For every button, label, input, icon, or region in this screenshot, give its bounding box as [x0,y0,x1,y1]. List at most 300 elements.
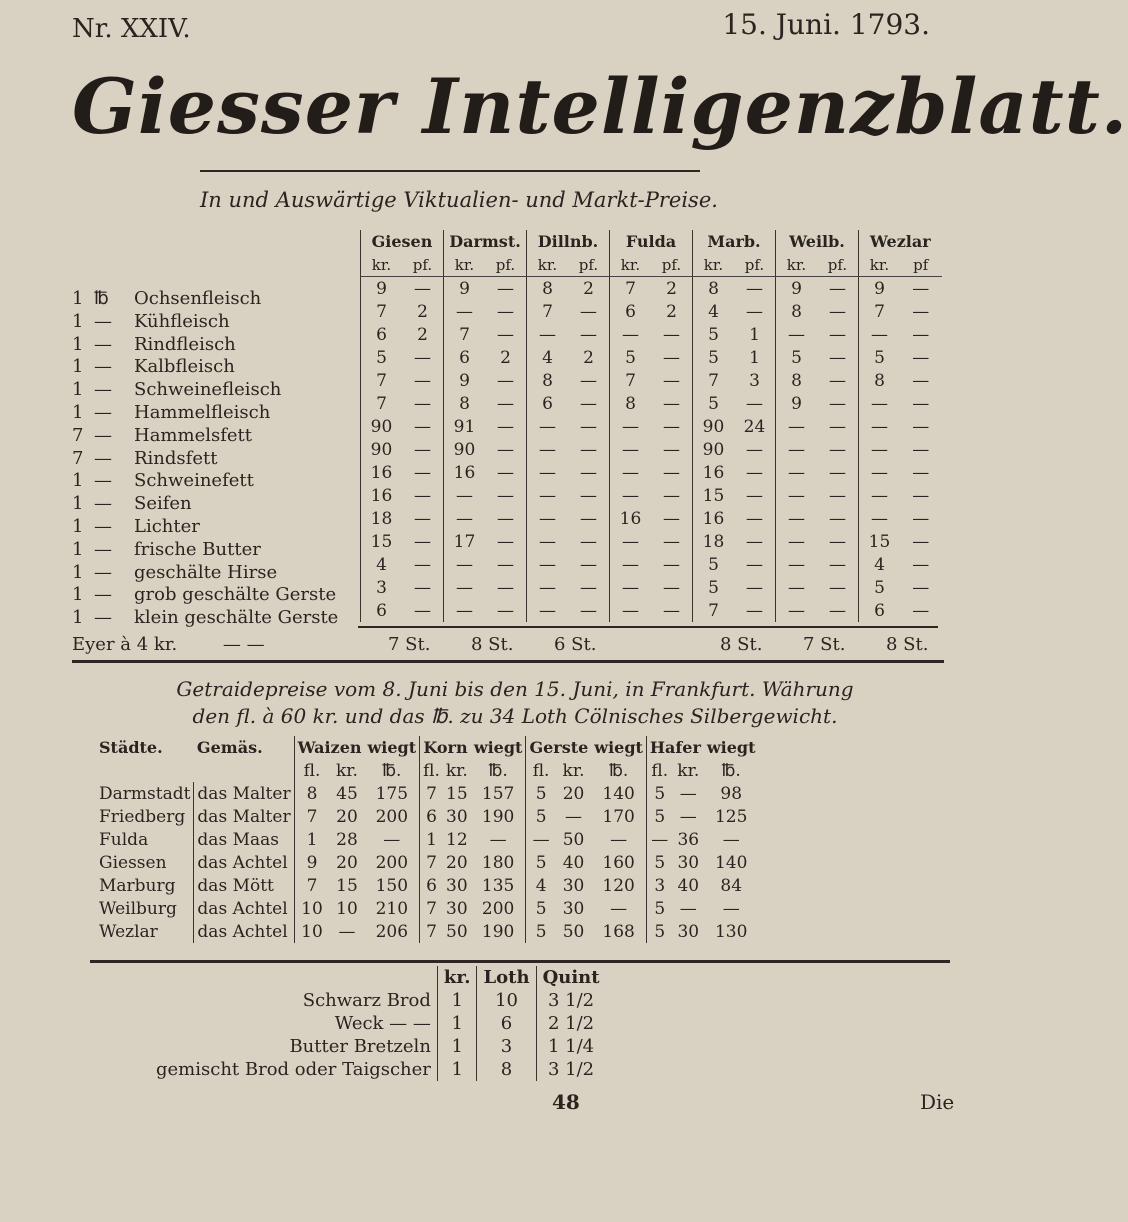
grain-value: 140 [714,852,748,873]
grain-value: 30 [446,875,468,896]
price-cell: 2 [583,347,594,368]
grain-value: — [610,898,628,919]
grain-unit: fl. [294,759,329,782]
item-name: Seifen [134,493,192,515]
price-cell: — [912,301,930,322]
price-cell: — [414,439,431,460]
grain-value: 20 [562,783,585,804]
bread-quint: 3 1/2 [536,989,606,1012]
item-unit: ℔ [94,288,109,309]
price-cell: — [746,462,763,483]
price-cell: — [580,600,597,621]
price-cell: — [414,370,431,391]
price-cell: 9 [444,369,486,392]
bread-header: Loth [477,966,536,989]
item-unit: — [94,379,112,401]
market-row [361,323,942,346]
grain-value: 200 [375,852,409,873]
price-cell: — [580,531,597,552]
bread-row [150,1012,606,1035]
price-cell: — [776,323,818,346]
price-cell: 2 [417,301,428,322]
price-cell: — [527,415,569,438]
price-cell: — [859,507,901,530]
price-cell: 3 [361,576,403,599]
item-unit: — [94,561,112,583]
price-cell: 6 [444,346,486,369]
grain-value: — [722,898,740,919]
unit-pf: pf. [568,253,610,277]
price-cell: 90 [361,438,403,461]
grain-unit: ℔. [721,760,741,781]
grain-value: 30 [446,898,468,919]
item-name: Schweinefleisch [134,379,282,401]
market-item [72,288,338,311]
item-unit: — [94,607,112,629]
price-cell: — [776,484,818,507]
grain-city: Wezlar [99,921,158,942]
price-cell: — [829,347,846,368]
grain-value: 120 [602,875,635,896]
grain-value: — [679,898,697,919]
grain-unit-blank [194,759,294,782]
price-cell: 16 [693,461,735,484]
item-name: Hammelfleisch [134,401,271,423]
grain-value: 10 [294,897,329,920]
masthead-title: Giesser Intelligenzblatt. [72,62,1128,151]
title-rule [200,170,700,172]
page-number: 48 [552,1090,580,1114]
price-cell: 5 [693,553,735,576]
item-qty: 1 [72,310,84,332]
unit-pf: pf. [485,253,527,277]
price-cell: — [776,530,818,553]
price-cell: 90 [693,415,735,438]
unit-kr: kr. [859,253,901,277]
grain-value: 3 [646,874,672,897]
unit-kr: kr. [610,253,652,277]
price-cell: — [776,576,818,599]
price-cell: 16 [693,507,735,530]
price-cell: — [497,416,514,437]
market-item [72,334,338,357]
grain-value: 7 [420,851,443,874]
grain-value: 5 [646,897,672,920]
item-unit: — [94,333,112,355]
price-cell: 8 [859,369,901,392]
price-cell: 7 [859,300,901,323]
grain-value: 20 [446,852,468,873]
bread-loth: 10 [477,989,536,1012]
grain-row [96,805,759,828]
grain-value: — [338,921,356,942]
price-cell: — [829,439,846,460]
town-header: Wezlar [859,230,942,253]
price-cell: — [580,393,597,414]
price-cell: — [527,461,569,484]
price-cell: — [746,508,763,529]
price-cell: 5 [693,392,735,415]
price-cell: 2 [666,278,677,299]
eggs-row [72,634,265,655]
item-name: Ochsenfleisch [134,288,262,309]
grain-value: 10 [336,898,358,919]
item-qty: 7 [72,424,84,446]
grain-value: 5 [646,920,672,943]
grain-value: 5 [526,920,556,943]
price-cell: — [527,553,569,576]
grain-value: 5 [526,851,556,874]
price-cell: 16 [361,484,403,507]
grain-value: — [526,828,556,851]
grain-city: Giessen [99,852,167,873]
market-item [72,539,338,562]
bread-loth: 6 [477,1012,536,1035]
price-cell: 24 [743,416,766,437]
price-cell: — [414,531,431,552]
price-cell: — [414,600,431,621]
market-row [361,346,942,369]
market-title: In und Auswärtige Viktualien- und Markt-Preise. [200,188,718,212]
price-cell: — [912,462,930,483]
grain-value: 6 [420,874,443,897]
town-header: Giesen [361,230,444,253]
price-cell: — [414,416,431,437]
grain-header: wiegt [473,738,523,757]
price-cell: — [829,393,846,414]
grain-value: 20 [336,852,358,873]
price-cell: — [746,301,763,322]
item-qty: 1 [72,333,84,355]
grain-measure: das Achtel [194,851,294,874]
item-unit: — [94,310,112,332]
price-cell: — [527,507,569,530]
price-cell: — [580,485,597,506]
grain-value: 7 [294,874,329,897]
price-cell: — [912,324,930,345]
egg-value: 6 St. [554,634,597,655]
price-cell: — [414,508,431,529]
price-cell: — [912,393,930,414]
price-cell: 90 [444,438,486,461]
market-item [72,562,338,585]
item-qty: 1 [72,493,84,515]
price-cell: — [580,554,597,575]
grain-value: 8 [294,782,329,805]
grain-value: 206 [375,921,409,942]
bread-quint: 3 1/2 [536,1058,606,1081]
grain-value: 45 [336,783,358,804]
price-cell: — [859,438,901,461]
price-cell: 2 [417,324,428,345]
egg-value: 8 St. [471,634,514,655]
price-cell: — [580,577,597,598]
price-cell: — [414,462,431,483]
price-cell: — [912,439,930,460]
grain-value: 5 [526,805,556,828]
grain-value: 168 [602,921,635,942]
item-name: Kalbfleisch [134,356,235,378]
market-item [72,379,338,402]
unit-pf: pf. [651,253,693,277]
grain-value: 130 [714,921,748,942]
price-cell: — [746,554,763,575]
market-row [361,484,942,507]
price-cell: — [746,278,763,299]
grain-measure: das Malter [194,782,294,805]
price-cell: — [497,485,514,506]
price-cell: 6 [610,300,652,323]
grain-value: 50 [562,829,585,850]
unit-pf: pf [900,253,942,277]
bread-row [150,1035,606,1058]
grain-value: 7 [420,897,443,920]
item-qty: 1 [72,379,84,401]
price-cell: — [497,301,514,322]
grain-value: — [383,829,401,850]
item-unit: — [94,424,112,446]
price-cell: 7 [610,369,652,392]
item-unit: — [94,538,112,560]
market-row [361,576,942,599]
price-cell: 5 [693,576,735,599]
price-cell: 5 [776,346,818,369]
price-cell: — [829,370,846,391]
grain-header: Waizen [294,736,364,759]
price-cell: 6 [527,392,569,415]
eggs-dash: — — [222,634,265,655]
price-cell: — [580,439,597,460]
grain-value: 30 [562,898,585,919]
grain-value: 175 [375,783,409,804]
price-cell: 16 [361,461,403,484]
price-cell: — [663,439,680,460]
price-cell: — [444,599,486,622]
price-cell: — [829,324,846,345]
price-cell: — [527,599,569,622]
price-cell: 4 [527,346,569,369]
market-item [72,311,338,334]
grain-city: Friedberg [99,806,186,827]
grain-value: 5 [526,897,556,920]
grain-value: 30 [677,852,700,873]
grain-value: 36 [677,829,700,850]
price-cell: 5 [361,346,403,369]
grain-value: 4 [526,874,556,897]
price-cell: 7 [361,392,403,415]
price-cell: — [663,531,680,552]
price-cell: — [527,530,569,553]
price-cell: — [444,553,486,576]
grain-measure: das Achtel [194,920,294,943]
unit-kr: kr. [776,253,818,277]
item-qty: 1 [72,538,84,560]
grain-value: — [722,829,740,850]
grain-value: 5 [526,782,556,805]
item-qty: 7 [72,447,84,469]
bread-kr: 1 [437,989,477,1012]
price-cell: 8 [527,369,569,392]
eggs-label: Eyer à 4 kr. [72,634,178,655]
price-cell: — [610,438,652,461]
price-cell: 15 [361,530,403,553]
price-cell: — [746,393,763,414]
price-cell: — [776,553,818,576]
price-cell: — [497,370,514,391]
price-cell: 9 [444,277,486,301]
grain-title [105,676,925,730]
grain-value: — [679,806,697,827]
grain-measure: das Malter [194,805,294,828]
price-cell: — [776,461,818,484]
grain-city: Weilburg [99,898,177,919]
grain-value: 50 [446,921,468,942]
grain-value: 190 [481,921,515,942]
bread-header: kr. [437,966,477,989]
grain-value: 210 [375,898,409,919]
price-cell: 5 [859,346,901,369]
grain-price-table [96,736,759,943]
grain-value: 6 [420,805,443,828]
grain-value: 30 [446,806,468,827]
grain-value: 84 [720,875,743,896]
unit-kr: kr. [444,253,486,277]
price-cell: — [663,508,680,529]
price-cell: — [912,554,930,575]
price-cell: — [859,484,901,507]
price-cell: 6 [361,323,403,346]
grain-city: Marburg [99,875,176,896]
price-cell: 16 [444,461,486,484]
price-cell: 7 [361,300,403,323]
price-cell: 4 [859,553,901,576]
price-cell: 5 [610,346,652,369]
bread-row [150,989,606,1012]
market-item [72,356,338,379]
price-cell: — [746,531,763,552]
price-cell: — [859,415,901,438]
grain-value: 12 [446,829,468,850]
market-row [361,507,942,530]
grain-header: Korn [420,736,471,759]
price-cell: 17 [444,530,486,553]
price-cell: 16 [610,507,652,530]
grain-unit: ℔. [382,760,402,781]
grain-value: 7 [294,805,329,828]
unit-pf: pf. [734,253,776,277]
price-cell: 6 [859,599,901,622]
price-cell: — [497,462,514,483]
price-cell: — [444,507,486,530]
grain-unit: kr. [335,760,358,781]
item-unit: — [94,493,112,515]
market-row [361,392,942,415]
price-cell: — [414,485,431,506]
price-cell: 7 [693,599,735,622]
price-cell: — [859,461,901,484]
grain-header: Hafer [646,736,703,759]
market-item [72,402,338,425]
grain-value: — [565,806,583,827]
price-cell: — [580,462,597,483]
item-name: Hammelsfett [134,424,252,446]
price-cell: — [444,300,486,323]
egg-value: 7 St. [388,634,431,655]
price-cell: — [610,461,652,484]
price-cell: — [580,416,597,437]
market-item [72,425,338,448]
price-cell: 9 [776,277,818,301]
grain-unit: fl. [420,759,443,782]
item-name: Schweinefett [134,470,254,492]
price-cell: — [663,462,680,483]
market-row [361,369,942,392]
price-cell: — [497,278,514,299]
grain-measure: das Achtel [194,897,294,920]
price-cell: — [829,577,846,598]
item-name: Rindfleisch [134,333,236,355]
grain-city: Darmstadt [99,783,191,804]
town-header: Fulda [610,230,693,253]
price-cell: — [610,484,652,507]
egg-value: 8 St. [886,634,929,655]
price-cell: 8 [527,277,569,301]
town-header: Darmst. [444,230,527,253]
egg-value: 8 St. [720,634,763,655]
price-cell: — [610,530,652,553]
price-cell: — [912,531,930,552]
item-unit: — [94,356,112,378]
price-cell: — [829,485,846,506]
price-cell: — [776,415,818,438]
price-cell: 9 [776,392,818,415]
price-cell: 8 [610,392,652,415]
price-cell: — [527,576,569,599]
grain-value: 15 [336,875,358,896]
price-cell: 7 [610,277,652,301]
grain-row [96,920,759,943]
price-cell: — [444,484,486,507]
grain-title-line1: Getraidepreise vom 8. Juni bis den 15. Juni, in Frankfurt. Währung [176,677,854,701]
price-cell: — [912,485,930,506]
price-cell: — [580,324,597,345]
egg-value: 7 St. [803,634,846,655]
price-cell: 5 [859,576,901,599]
item-qty: 1 [72,356,84,378]
market-row [361,599,942,622]
market-price-table [360,230,942,622]
price-cell: 8 [444,392,486,415]
town-header: Dillnb. [527,230,610,253]
grain-value: 50 [562,921,585,942]
price-cell: — [776,599,818,622]
item-name: Rindsfett [134,447,218,469]
grain-value: 7 [420,920,443,943]
market-row [361,553,942,576]
grain-value: 190 [481,806,515,827]
market-item [72,584,338,607]
price-cell: 90 [693,438,735,461]
price-cell: — [527,438,569,461]
grain-header: wiegt [594,738,643,757]
unit-kr: kr. [693,253,735,277]
grain-value: 157 [481,783,515,804]
price-cell: — [497,324,514,345]
issue-number: Nr. XXIV. [72,14,191,44]
price-cell: 7 [444,323,486,346]
grain-value: 5 [646,805,672,828]
grain-header: Städte. [99,738,163,757]
